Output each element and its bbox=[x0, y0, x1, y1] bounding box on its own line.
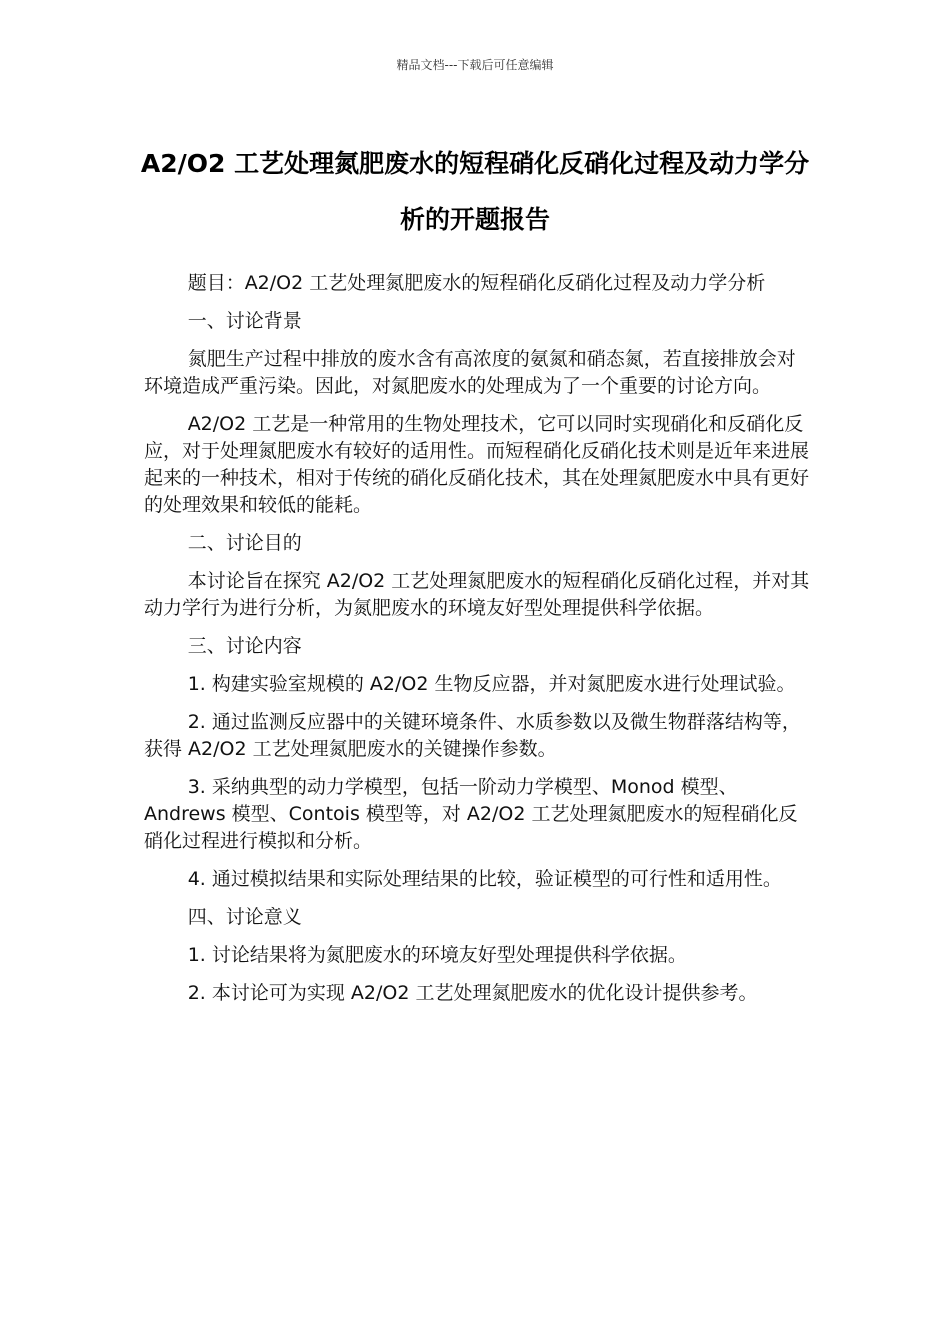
section-heading-purpose: 二、讨论目的 bbox=[187, 532, 302, 554]
page-header: 精品文档---下载后可任意编辑 bbox=[396, 58, 554, 72]
content-item-3: 3. 采纳典型的动力学模型，包括一阶动力学模型、Monod 模型、Andrews 模型、Contois 模型等，对 A2/O2 工艺处理氮肥废水的短程硝化反硝化过程进行模拟和分析。 bbox=[144, 776, 798, 852]
purpose-paragraph: 本讨论旨在探究 A2/O2 工艺处理氮肥废水的短程硝化反硝化过程，并对其动力学行为进行分析，为氮肥废水的环境友好型处理提供科学依据。 bbox=[144, 570, 810, 619]
background-paragraph-2: A2/O2 工艺是一种常用的生物处理技术，它可以同时实现硝化和反硝化反应，对于处理氮肥废水有较好的适用性。而短程硝化反硝化技术则是近年来进展起来的一种技术，相对于传统的硝化反硝化技术，其在处理氮肥废水中具有更好的处理效果和较低的能耗。 bbox=[144, 413, 810, 516]
content-item-2: 2. 通过监测反应器中的关键环境条件、水质参数以及微生物群落结构等，获得 A2/O2 工艺处理氮肥废水的关键操作参数。 bbox=[144, 711, 801, 760]
section-heading-content: 三、讨论内容 bbox=[187, 635, 302, 657]
section-heading-significance: 四、讨论意义 bbox=[187, 906, 302, 928]
document-title: A2/O2 工艺处理氮肥废水的短程硝化反硝化过程及动力学分析的开题报告 bbox=[140, 149, 810, 234]
content-item-4: 4. 通过模拟结果和实际处理结果的比较，验证模型的可行性和适用性。 bbox=[187, 868, 782, 890]
significance-item-2: 2. 本讨论可为实现 A2/O2 工艺处理氮肥废水的优化设计提供参考。 bbox=[187, 982, 758, 1004]
significance-item-1: 1. 讨论结果将为氮肥废水的环境友好型处理提供科学依据。 bbox=[187, 944, 687, 966]
topic-paragraph: 题目：A2/O2 工艺处理氮肥废水的短程硝化反硝化过程及动力学分析 bbox=[187, 272, 766, 294]
content-item-1: 1. 构建实验室规模的 A2/O2 生物反应器，并对氮肥废水进行处理试验。 bbox=[187, 673, 796, 695]
background-paragraph-1: 氮肥生产过程中排放的废水含有高浓度的氨氮和硝态氮，若直接排放会对环境造成严重污染。因此，对氮肥废水的处理成为了一个重要的讨论方向。 bbox=[144, 348, 796, 397]
document-body bbox=[144, 270, 810, 1018]
section-heading-background: 一、讨论背景 bbox=[187, 310, 302, 332]
